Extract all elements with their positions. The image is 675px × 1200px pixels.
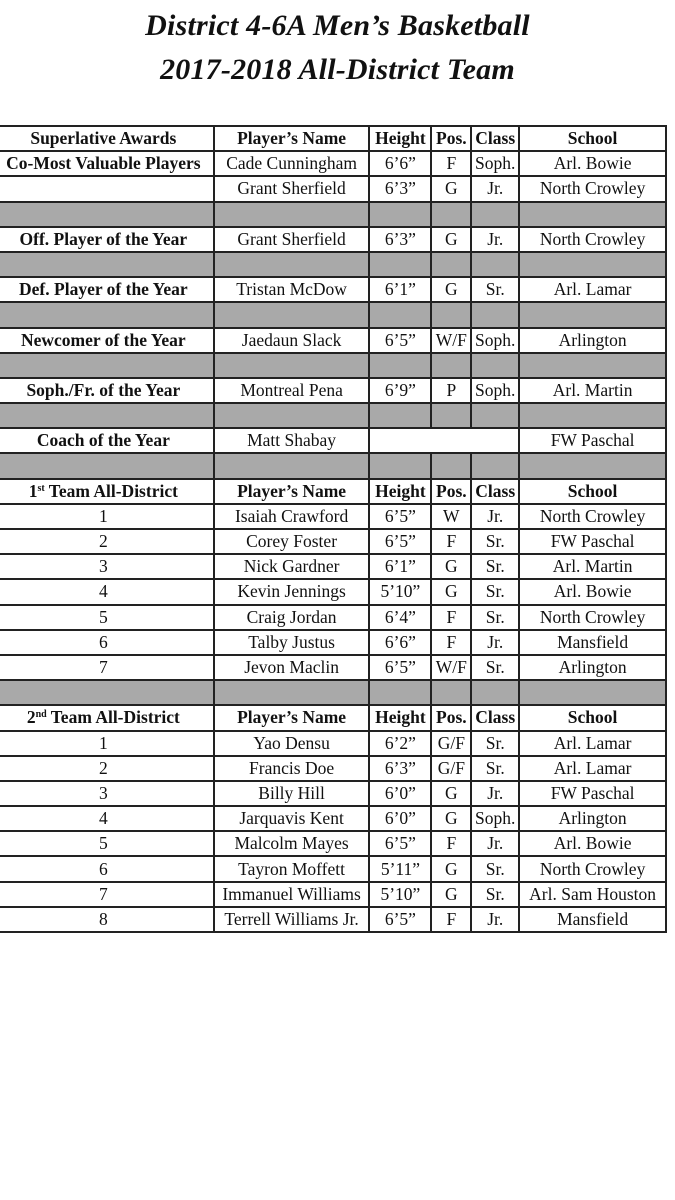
- class-cell: Sr.: [471, 882, 519, 907]
- class-cell: Sr.: [471, 856, 519, 881]
- class-cell: Sr.: [471, 579, 519, 604]
- table-body: [0, 126, 666, 932]
- first-team-row: [0, 529, 666, 554]
- second-team-row: [0, 882, 666, 907]
- header-class-cell: Class: [471, 705, 519, 730]
- award-cell: Newcomer of the Year: [0, 328, 214, 353]
- height-cell: 6’5”: [369, 504, 431, 529]
- player-name-cell: Immanuel Williams: [214, 882, 370, 907]
- school-cell: FW Paschal: [519, 529, 666, 554]
- rank-cell: 4: [0, 579, 214, 604]
- separator-cell: [431, 252, 471, 277]
- height-cell: 6’1”: [369, 554, 431, 579]
- second-team-row: [0, 756, 666, 781]
- height-cell: 6’9”: [369, 378, 431, 403]
- position-cell: F: [431, 605, 471, 630]
- separator-cell: [471, 302, 519, 327]
- header-class-cell: Class: [471, 479, 519, 504]
- second-team-title-cell: [0, 705, 214, 730]
- separator-cell: [214, 202, 370, 227]
- player-name-cell: Cade Cunningham: [214, 151, 370, 176]
- school-cell: Arl. Bowie: [519, 579, 666, 604]
- second-team-row: [0, 731, 666, 756]
- position-cell: G: [431, 781, 471, 806]
- separator-row: [0, 403, 666, 428]
- separator-cell: [0, 403, 214, 428]
- header-school-cell: School: [519, 126, 666, 151]
- separator-cell: [431, 403, 471, 428]
- separator-cell: [471, 403, 519, 428]
- position-cell: W/F: [431, 328, 471, 353]
- position-cell: G: [431, 176, 471, 201]
- header-player-name-cell: Player’s Name: [214, 479, 370, 504]
- position-cell: G/F: [431, 756, 471, 781]
- school-cell: Arl. Lamar: [519, 756, 666, 781]
- rank-cell: 1: [0, 731, 214, 756]
- school-cell: Arl. Martin: [519, 378, 666, 403]
- header-height-cell: Height: [369, 705, 431, 730]
- height-cell: 6’5”: [369, 907, 431, 932]
- separator-row: [0, 353, 666, 378]
- position-cell: F: [431, 907, 471, 932]
- player-name-cell: Terrell Williams Jr.: [214, 907, 370, 932]
- separator-cell: [519, 403, 666, 428]
- award-row: [0, 277, 666, 302]
- separator-row: [0, 680, 666, 705]
- separator-cell: [214, 680, 370, 705]
- school-cell: North Crowley: [519, 504, 666, 529]
- height-cell: 6’6”: [369, 151, 431, 176]
- player-name-cell: Tayron Moffett: [214, 856, 370, 881]
- class-cell: Jr.: [471, 630, 519, 655]
- second-team-title-ordinal: nd: [35, 709, 47, 721]
- header-position-cell: Pos.: [431, 479, 471, 504]
- rank-cell: 3: [0, 781, 214, 806]
- separator-row: [0, 453, 666, 478]
- player-name-cell: Tristan McDow: [214, 277, 370, 302]
- class-cell: Sr.: [471, 731, 519, 756]
- rank-cell: 6: [0, 856, 214, 881]
- separator-cell: [369, 252, 431, 277]
- class-cell: Sr.: [471, 655, 519, 680]
- player-name-cell: Nick Gardner: [214, 554, 370, 579]
- school-cell: Arl. Sam Houston: [519, 882, 666, 907]
- height-cell: 6’3”: [369, 176, 431, 201]
- separator-row: [0, 302, 666, 327]
- award-cell: [0, 176, 214, 201]
- separator-row: [0, 202, 666, 227]
- award-cell: Off. Player of the Year: [0, 227, 214, 252]
- position-cell: G: [431, 277, 471, 302]
- rank-cell: 5: [0, 605, 214, 630]
- player-name-cell: Jaedaun Slack: [214, 328, 370, 353]
- school-cell: Mansfield: [519, 907, 666, 932]
- player-name-cell: Francis Doe: [214, 756, 370, 781]
- award-row: [0, 151, 666, 176]
- player-name-cell: Jarquavis Kent: [214, 806, 370, 831]
- separator-cell: [0, 252, 214, 277]
- separator-cell: [431, 680, 471, 705]
- first-team-title-number: 1: [28, 480, 38, 501]
- height-cell: 5’11”: [369, 856, 431, 881]
- school-cell: North Crowley: [519, 856, 666, 881]
- separator-cell: [431, 202, 471, 227]
- height-cell: 6’4”: [369, 605, 431, 630]
- class-cell: Jr.: [471, 176, 519, 201]
- class-cell: Sr.: [471, 756, 519, 781]
- award-row: [0, 227, 666, 252]
- height-cell: 5’10”: [369, 882, 431, 907]
- separator-cell: [519, 252, 666, 277]
- school-cell: Arl. Lamar: [519, 277, 666, 302]
- separator-cell: [471, 353, 519, 378]
- award-row: [0, 328, 666, 353]
- header-school-cell: School: [519, 705, 666, 730]
- award-row: [0, 378, 666, 403]
- position-cell: W: [431, 504, 471, 529]
- second-team-row: [0, 806, 666, 831]
- rank-cell: 1: [0, 504, 214, 529]
- player-name-cell: Matt Shabay: [214, 428, 370, 453]
- height-cell: 6’5”: [369, 655, 431, 680]
- class-cell: Sr.: [471, 277, 519, 302]
- rank-cell: 8: [0, 907, 214, 932]
- rank-cell: 2: [0, 529, 214, 554]
- player-name-cell: Yao Densu: [214, 731, 370, 756]
- rank-cell: 6: [0, 630, 214, 655]
- position-cell: F: [431, 630, 471, 655]
- player-name-cell: Kevin Jennings: [214, 579, 370, 604]
- separator-cell: [0, 453, 214, 478]
- award-row: [0, 176, 666, 201]
- class-cell: Jr.: [471, 781, 519, 806]
- school-cell: North Crowley: [519, 605, 666, 630]
- first-team-row: [0, 504, 666, 529]
- position-cell: G: [431, 856, 471, 881]
- separator-cell: [0, 302, 214, 327]
- second-team-title-number: 2: [26, 707, 36, 728]
- header-position-cell: Pos.: [431, 705, 471, 730]
- separator-cell: [519, 302, 666, 327]
- separator-cell: [369, 680, 431, 705]
- first-team-row: [0, 630, 666, 655]
- position-cell: F: [431, 529, 471, 554]
- player-name-cell: Jevon Maclin: [214, 655, 370, 680]
- player-name-cell: Malcolm Mayes: [214, 831, 370, 856]
- separator-cell: [471, 252, 519, 277]
- rank-cell: 4: [0, 806, 214, 831]
- separator-cell: [431, 353, 471, 378]
- coach-blank-cell: [369, 428, 519, 453]
- rank-cell: 7: [0, 655, 214, 680]
- superlative-header-row: [0, 126, 666, 151]
- school-cell: FW Paschal: [519, 428, 666, 453]
- header-player-name-cell: Player’s Name: [214, 126, 370, 151]
- header-height-cell: Height: [369, 479, 431, 504]
- separator-cell: [214, 403, 370, 428]
- height-cell: 6’3”: [369, 756, 431, 781]
- position-cell: G: [431, 806, 471, 831]
- rank-cell: 5: [0, 831, 214, 856]
- separator-cell: [519, 680, 666, 705]
- position-cell: F: [431, 831, 471, 856]
- class-cell: Sr.: [471, 605, 519, 630]
- first-team-header-row: [0, 479, 666, 504]
- position-cell: G: [431, 554, 471, 579]
- award-cell: Soph./Fr. of the Year: [0, 378, 214, 403]
- separator-cell: [471, 202, 519, 227]
- separator-cell: [471, 453, 519, 478]
- player-name-cell: Billy Hill: [214, 781, 370, 806]
- school-cell: North Crowley: [519, 227, 666, 252]
- separator-cell: [214, 353, 370, 378]
- separator-cell: [369, 403, 431, 428]
- class-cell: Soph.: [471, 378, 519, 403]
- separator-cell: [471, 680, 519, 705]
- school-cell: Arl. Martin: [519, 554, 666, 579]
- all-district-table: [0, 125, 667, 933]
- position-cell: G: [431, 579, 471, 604]
- school-cell: Arlington: [519, 328, 666, 353]
- height-cell: 6’6”: [369, 630, 431, 655]
- header-award-cell: Superlative Awards: [0, 126, 214, 151]
- height-cell: 6’2”: [369, 731, 431, 756]
- header-class-cell: Class: [471, 126, 519, 151]
- separator-cell: [214, 453, 370, 478]
- class-cell: Jr.: [471, 831, 519, 856]
- separator-cell: [369, 453, 431, 478]
- first-team-row: [0, 579, 666, 604]
- separator-cell: [519, 202, 666, 227]
- school-cell: FW Paschal: [519, 781, 666, 806]
- separator-cell: [369, 202, 431, 227]
- player-name-cell: Talby Justus: [214, 630, 370, 655]
- header-height-cell: Height: [369, 126, 431, 151]
- height-cell: 6’5”: [369, 529, 431, 554]
- school-cell: Mansfield: [519, 630, 666, 655]
- second-team-row: [0, 831, 666, 856]
- separator-cell: [519, 453, 666, 478]
- award-cell: Def. Player of the Year: [0, 277, 214, 302]
- position-cell: G/F: [431, 731, 471, 756]
- award-cell: Co-Most Valuable Players: [0, 151, 214, 176]
- rank-cell: 7: [0, 882, 214, 907]
- separator-cell: [0, 680, 214, 705]
- height-cell: 6’5”: [369, 831, 431, 856]
- position-cell: W/F: [431, 655, 471, 680]
- second-team-row: [0, 781, 666, 806]
- separator-cell: [369, 302, 431, 327]
- first-team-row: [0, 554, 666, 579]
- first-team-title-cell: [0, 479, 214, 504]
- class-cell: Jr.: [471, 907, 519, 932]
- first-team-title-text: Team All-District: [44, 480, 178, 501]
- height-cell: 6’1”: [369, 277, 431, 302]
- separator-cell: [0, 202, 214, 227]
- class-cell: Jr.: [471, 227, 519, 252]
- header-school-cell: School: [519, 479, 666, 504]
- player-name-cell: Craig Jordan: [214, 605, 370, 630]
- second-team-row: [0, 907, 666, 932]
- separator-cell: [214, 252, 370, 277]
- school-cell: North Crowley: [519, 176, 666, 201]
- second-team-header-row: [0, 705, 666, 730]
- header-player-name-cell: Player’s Name: [214, 705, 370, 730]
- separator-row: [0, 252, 666, 277]
- coach-row: [0, 428, 666, 453]
- school-cell: Arlington: [519, 806, 666, 831]
- class-cell: Soph.: [471, 806, 519, 831]
- player-name-cell: Isaiah Crawford: [214, 504, 370, 529]
- school-cell: Arl. Bowie: [519, 151, 666, 176]
- second-team-title-text: Team All-District: [46, 707, 180, 728]
- first-team-row: [0, 605, 666, 630]
- class-cell: Soph.: [471, 328, 519, 353]
- separator-cell: [369, 353, 431, 378]
- school-cell: Arl. Bowie: [519, 831, 666, 856]
- school-cell: Arlington: [519, 655, 666, 680]
- height-cell: 6’5”: [369, 328, 431, 353]
- rank-cell: 2: [0, 756, 214, 781]
- separator-cell: [431, 302, 471, 327]
- position-cell: P: [431, 378, 471, 403]
- school-cell: Arl. Lamar: [519, 731, 666, 756]
- header-position-cell: Pos.: [431, 126, 471, 151]
- award-cell: Coach of the Year: [0, 428, 214, 453]
- position-cell: G: [431, 882, 471, 907]
- position-cell: F: [431, 151, 471, 176]
- player-name-cell: Grant Sherfield: [214, 227, 370, 252]
- position-cell: G: [431, 227, 471, 252]
- height-cell: 6’0”: [369, 806, 431, 831]
- separator-cell: [519, 353, 666, 378]
- height-cell: 6’0”: [369, 781, 431, 806]
- page-title: District 4-6A Men’s Basketball: [145, 9, 530, 42]
- rank-cell: 3: [0, 554, 214, 579]
- page-subtitle: 2017-2018 All-District Team: [160, 53, 515, 86]
- first-team-row: [0, 655, 666, 680]
- second-team-row: [0, 856, 666, 881]
- player-name-cell: Corey Foster: [214, 529, 370, 554]
- height-cell: 6’3”: [369, 227, 431, 252]
- first-team-title-ordinal: st: [37, 482, 45, 494]
- class-cell: Sr.: [471, 554, 519, 579]
- class-cell: Jr.: [471, 504, 519, 529]
- class-cell: Sr.: [471, 529, 519, 554]
- height-cell: 5’10”: [369, 579, 431, 604]
- separator-cell: [214, 302, 370, 327]
- player-name-cell: Grant Sherfield: [214, 176, 370, 201]
- player-name-cell: Montreal Pena: [214, 378, 370, 403]
- separator-cell: [0, 353, 214, 378]
- separator-cell: [431, 453, 471, 478]
- class-cell: Soph.: [471, 151, 519, 176]
